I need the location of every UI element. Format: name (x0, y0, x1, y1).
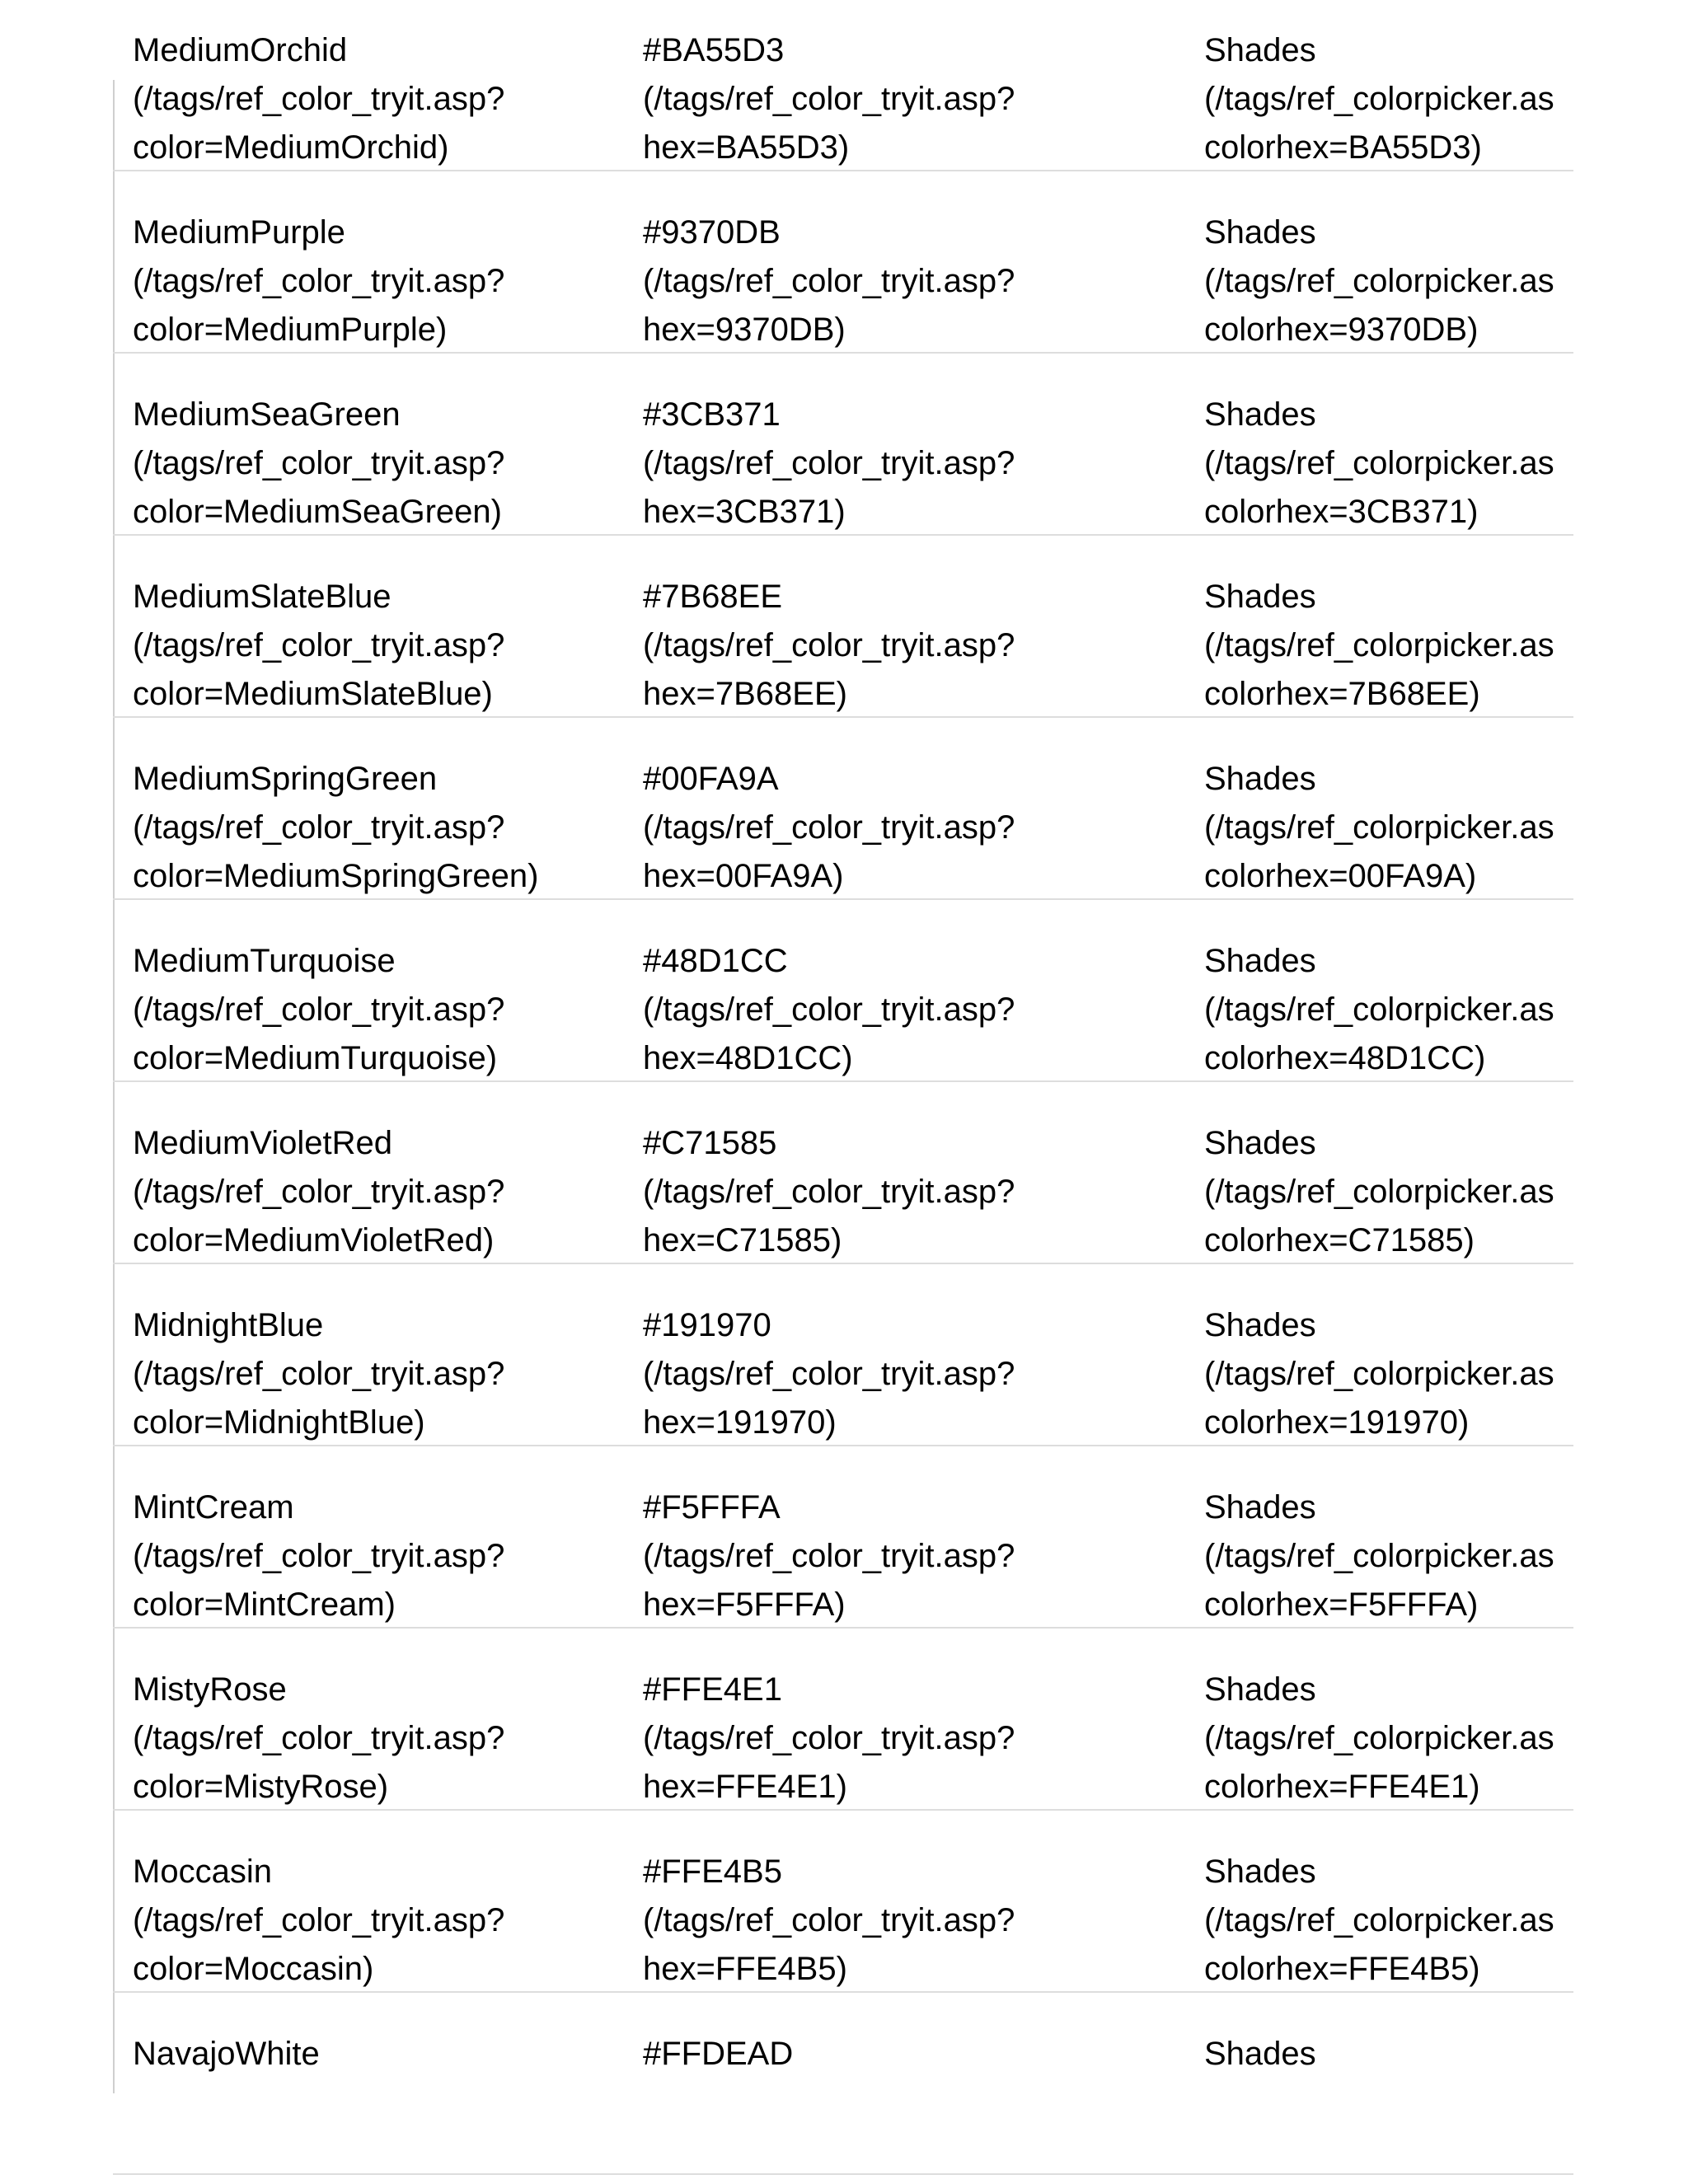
hex-value-link-line-2: (/tags/ref_color_tryit.asp? (643, 81, 1015, 117)
color-name-link-line-3: color=Moccasin) (133, 1951, 374, 1987)
shades-link-line-2: (/tags/ref_colorpicker.as (1204, 1356, 1554, 1392)
shades-link-line-2: (/tags/ref_colorpicker.as (1204, 263, 1554, 299)
table-row (113, 1811, 1573, 1993)
color-name-link-line-2: (/tags/ref_color_tryit.asp? (133, 263, 505, 299)
table-row (113, 718, 1573, 900)
color-name-link-line-3: color=MintCream) (133, 1586, 396, 1623)
color-name-link-line-3: color=MediumSpringGreen) (133, 858, 539, 894)
shades-link-line-3: colorhex=00FA9A) (1204, 858, 1477, 894)
hex-value-link-line-3: hex=3CB371) (643, 494, 846, 530)
table-row (113, 1993, 1573, 2175)
shades-link-line-1: Shades (1204, 1671, 1316, 1708)
color-name-link-line-2: (/tags/ref_color_tryit.asp? (133, 1720, 505, 1756)
hex-value-link-line-2: (/tags/ref_color_tryit.asp? (643, 991, 1015, 1028)
color-name-link-line-1: MintCream (133, 1489, 294, 1526)
shades-link[interactable] (1204, 209, 1554, 354)
hex-value-link[interactable] (643, 1483, 1015, 1629)
shades-link[interactable] (1204, 755, 1554, 901)
hex-value-link[interactable] (643, 2030, 793, 2079)
color-name-link-line-3: color=MediumSlateBlue) (133, 676, 493, 712)
color-name-link[interactable] (133, 1666, 504, 1811)
hex-value-link[interactable] (643, 26, 1015, 172)
table-row (113, 1082, 1573, 1264)
shades-link-line-1: Shades (1204, 2036, 1316, 2072)
color-name-link-line-1: NavajoWhite (133, 2036, 320, 2072)
hex-value-link-line-1: #9370DB (643, 214, 781, 251)
shades-link-line-1: Shades (1204, 396, 1316, 433)
shades-link-line-1: Shades (1204, 32, 1316, 68)
shades-link-line-3: colorhex=F5FFFA) (1204, 1586, 1479, 1623)
shades-link-line-3: colorhex=3CB371) (1204, 494, 1479, 530)
color-name-link-line-3: color=MediumPurple) (133, 312, 448, 348)
hex-value-link-line-1: #3CB371 (643, 396, 781, 433)
shades-link-line-1: Shades (1204, 1489, 1316, 1526)
color-name-link-line-1: MidnightBlue (133, 1307, 324, 1343)
table-row (113, 900, 1573, 1082)
table-row (113, 171, 1573, 354)
color-name-link[interactable] (133, 26, 504, 172)
color-name-link-line-3: color=MistyRose) (133, 1769, 389, 1805)
shades-link[interactable] (1204, 1666, 1554, 1811)
shades-link-line-1: Shades (1204, 943, 1316, 979)
shades-link-line-2: (/tags/ref_colorpicker.as (1204, 1902, 1554, 1938)
table-row (113, 1629, 1573, 1811)
shades-link-line-2: (/tags/ref_colorpicker.as (1204, 1720, 1554, 1756)
color-name-link-line-1: MediumPurple (133, 214, 345, 251)
shades-link[interactable] (1204, 2030, 1316, 2079)
color-name-link-line-3: color=MediumVioletRed) (133, 1222, 495, 1258)
shades-link-line-1: Shades (1204, 1125, 1316, 1161)
color-name-link[interactable] (133, 573, 504, 719)
hex-value-link-line-1: #BA55D3 (643, 32, 785, 68)
color-name-link-line-1: MediumSpringGreen (133, 761, 438, 797)
color-name-link[interactable] (133, 1483, 504, 1629)
hex-value-link-line-1: #C71585 (643, 1125, 777, 1161)
color-name-link-line-2: (/tags/ref_color_tryit.asp? (133, 1902, 505, 1938)
hex-value-link-line-2: (/tags/ref_color_tryit.asp? (643, 1720, 1015, 1756)
hex-value-link-line-3: hex=FFE4B5) (643, 1951, 847, 1987)
color-name-link-line-2: (/tags/ref_color_tryit.asp? (133, 1538, 505, 1574)
hex-value-link-line-3: hex=191970) (643, 1404, 837, 1441)
color-table-rows (113, 0, 1573, 2175)
color-name-link[interactable] (133, 2030, 320, 2079)
shades-link[interactable] (1204, 1301, 1554, 1447)
shades-link-line-2: (/tags/ref_colorpicker.as (1204, 445, 1554, 481)
hex-value-link-line-1: #191970 (643, 1307, 771, 1343)
hex-value-link[interactable] (643, 1301, 1015, 1447)
color-name-link[interactable] (133, 1848, 504, 1994)
shades-link-line-3: colorhex=BA55D3) (1204, 129, 1482, 166)
hex-value-link[interactable] (643, 391, 1015, 537)
shades-link-line-3: colorhex=191970) (1204, 1404, 1470, 1441)
color-name-link-line-2: (/tags/ref_color_tryit.asp? (133, 1174, 505, 1210)
shades-link-line-1: Shades (1204, 761, 1316, 797)
shades-link-line-2: (/tags/ref_colorpicker.as (1204, 809, 1554, 846)
color-name-link[interactable] (133, 755, 538, 901)
shades-link-line-3: colorhex=FFE4B5) (1204, 1951, 1480, 1987)
table-row (113, 354, 1573, 536)
hex-value-link-line-3: hex=F5FFFA) (643, 1586, 846, 1623)
hex-value-link[interactable] (643, 1119, 1015, 1265)
table-row (113, 1264, 1573, 1446)
color-name-link-line-1: MediumSeaGreen (133, 396, 401, 433)
hex-value-link[interactable] (643, 209, 1015, 354)
shades-link[interactable] (1204, 1119, 1554, 1265)
hex-value-link-line-1: #FFE4B5 (643, 1854, 782, 1890)
shades-link-line-2: (/tags/ref_colorpicker.as (1204, 1538, 1554, 1574)
color-name-link-line-3: color=MediumSeaGreen) (133, 494, 502, 530)
hex-value-link-line-3: hex=7B68EE) (643, 676, 847, 712)
hex-value-link-line-3: hex=00FA9A) (643, 858, 844, 894)
shades-link[interactable] (1204, 391, 1554, 537)
shades-link-line-3: colorhex=C71585) (1204, 1222, 1475, 1258)
hex-value-link-line-2: (/tags/ref_color_tryit.asp? (643, 1174, 1015, 1210)
hex-value-link-line-1: #FFE4E1 (643, 1671, 782, 1708)
shades-link-line-1: Shades (1204, 1854, 1316, 1890)
color-name-link[interactable] (133, 1119, 504, 1265)
shades-link-line-1: Shades (1204, 214, 1316, 251)
hex-value-link-line-2: (/tags/ref_color_tryit.asp? (643, 1538, 1015, 1574)
color-name-link-line-2: (/tags/ref_color_tryit.asp? (133, 81, 505, 117)
hex-value-link-line-2: (/tags/ref_color_tryit.asp? (643, 263, 1015, 299)
hex-value-link-line-1: #F5FFFA (643, 1489, 781, 1526)
hex-value-link-line-2: (/tags/ref_color_tryit.asp? (643, 809, 1015, 846)
color-name-link-line-1: MediumVioletRed (133, 1125, 392, 1161)
hex-value-link-line-3: hex=9370DB) (643, 312, 846, 348)
hex-value-link-line-3: hex=C71585) (643, 1222, 842, 1258)
color-name-link-line-1: Moccasin (133, 1854, 272, 1890)
hex-value-link-line-3: hex=FFE4E1) (643, 1769, 847, 1805)
color-name-link-line-3: color=MidnightBlue) (133, 1404, 425, 1441)
hex-value-link-line-3: hex=48D1CC) (643, 1040, 853, 1076)
shades-link-line-3: colorhex=48D1CC) (1204, 1040, 1486, 1076)
shades-link-line-2: (/tags/ref_colorpicker.as (1204, 1174, 1554, 1210)
shades-link-line-3: colorhex=9370DB) (1204, 312, 1479, 348)
hex-value-link-line-2: (/tags/ref_color_tryit.asp? (643, 445, 1015, 481)
shades-link-line-2: (/tags/ref_colorpicker.as (1204, 627, 1554, 663)
hex-value-link-line-1: #00FA9A (643, 761, 779, 797)
color-name-link-line-1: MediumTurquoise (133, 943, 396, 979)
hex-value-link[interactable] (643, 937, 1015, 1083)
shades-link-line-1: Shades (1204, 1307, 1316, 1343)
color-name-link-line-3: color=MediumOrchid) (133, 129, 449, 166)
hex-value-link[interactable] (643, 573, 1015, 719)
shades-link-line-2: (/tags/ref_colorpicker.as (1204, 991, 1554, 1028)
color-name-link-line-1: MistyRose (133, 1671, 287, 1708)
shades-link-line-1: Shades (1204, 579, 1316, 615)
hex-value-link-line-1: #48D1CC (643, 943, 788, 979)
color-name-link[interactable] (133, 937, 504, 1083)
hex-value-link[interactable] (643, 755, 1015, 901)
color-name-link[interactable] (133, 391, 504, 537)
table-row (113, 1446, 1573, 1629)
color-table (113, 32, 1573, 2093)
hex-value-link-line-2: (/tags/ref_color_tryit.asp? (643, 1902, 1015, 1938)
color-name-link-line-2: (/tags/ref_color_tryit.asp? (133, 627, 505, 663)
shades-link[interactable] (1204, 1848, 1554, 1994)
hex-value-link-line-2: (/tags/ref_color_tryit.asp? (643, 1356, 1015, 1392)
hex-value-link-line-3: hex=BA55D3) (643, 129, 850, 166)
color-name-link-line-2: (/tags/ref_color_tryit.asp? (133, 445, 505, 481)
shades-link[interactable] (1204, 573, 1554, 719)
hex-value-link-line-1: #FFDEAD (643, 2036, 794, 2072)
color-name-link-line-2: (/tags/ref_color_tryit.asp? (133, 809, 505, 846)
hex-value-link[interactable] (643, 1666, 1015, 1811)
color-name-link-line-1: MediumSlateBlue (133, 579, 392, 615)
shades-link-line-2: (/tags/ref_colorpicker.as (1204, 81, 1554, 117)
color-name-link-line-2: (/tags/ref_color_tryit.asp? (133, 1356, 505, 1392)
shades-link[interactable] (1204, 937, 1554, 1083)
shades-link[interactable] (1204, 26, 1554, 172)
color-name-link-line-2: (/tags/ref_color_tryit.asp? (133, 991, 505, 1028)
color-name-link[interactable] (133, 209, 504, 354)
table-row (113, 0, 1573, 171)
hex-value-link-line-2: (/tags/ref_color_tryit.asp? (643, 627, 1015, 663)
color-name-link[interactable] (133, 1301, 504, 1447)
shades-link[interactable] (1204, 1483, 1554, 1629)
hex-value-link-line-1: #7B68EE (643, 579, 783, 615)
color-name-link-line-1: MediumOrchid (133, 32, 348, 68)
color-name-link-line-3: color=MediumTurquoise) (133, 1040, 498, 1076)
shades-link-line-3: colorhex=FFE4E1) (1204, 1769, 1480, 1805)
shades-link-line-3: colorhex=7B68EE) (1204, 676, 1480, 712)
hex-value-link[interactable] (643, 1848, 1015, 1994)
table-row (113, 536, 1573, 718)
